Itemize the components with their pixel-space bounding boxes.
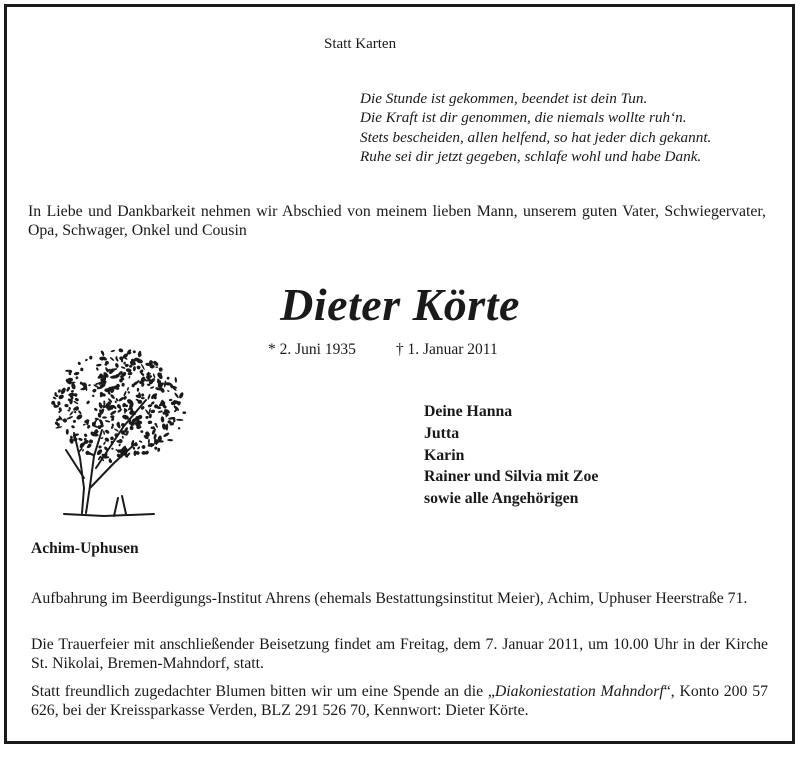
tree-illustration — [44, 338, 189, 518]
leaf-mark — [126, 387, 129, 391]
leaf-mark — [89, 356, 92, 360]
leaf-mark — [83, 433, 88, 438]
leaf-mark — [96, 363, 102, 366]
leaf-mark — [52, 396, 56, 400]
leaf-mark — [154, 446, 157, 450]
leaf-mark — [152, 373, 155, 378]
death-date: † 1. Januar 2011 — [395, 341, 498, 358]
leaf-mark — [78, 437, 83, 441]
leaf-mark — [141, 397, 145, 399]
donation-text-after: “, Konto 200 57 626, bei der Kreissparkasse Verden, BLZ 291 526 70, Kennwort: Dieter Körte. — [31, 683, 768, 719]
leaf-mark — [148, 420, 153, 424]
leaf-mark — [76, 413, 84, 420]
leaf-mark — [60, 387, 67, 395]
leaf-mark — [88, 384, 91, 387]
leaf-mark — [178, 392, 184, 400]
leaf-mark — [118, 438, 124, 444]
poem-line: Stets bescheiden, allen helfend, so hat jeder dich gekannt. — [360, 128, 712, 146]
leaf-mark — [102, 416, 107, 418]
leaf-mark — [71, 425, 76, 429]
leaf-mark — [104, 388, 111, 392]
mourner-name: sowie alle Angehörigen — [424, 490, 579, 508]
poem-line: Die Stunde ist gekommen, beendet ist dein Tun. — [360, 90, 648, 107]
poem — [360, 89, 711, 166]
leaf-mark — [66, 429, 69, 435]
leaf-mark — [85, 358, 89, 361]
mourner-name: Karin — [424, 446, 465, 464]
leaf-mark — [167, 390, 170, 392]
leaf-mark — [99, 409, 101, 412]
leaf-mark — [150, 409, 155, 413]
birth-date: * 2. Juni 1935 — [268, 341, 356, 358]
leaf-mark — [74, 411, 76, 413]
leaf-mark — [122, 436, 124, 439]
leaf-mark — [66, 386, 71, 392]
leaf-mark — [123, 391, 127, 397]
statt-karten-heading: Statt Karten — [324, 36, 397, 52]
viewing-paragraph: Aufbahrung im Beerdigungs-Institut Ahrens (ehemals Bestattungsinstitut Meier), Achim, Uphuser Heerstraße 71. — [31, 590, 748, 607]
leaf-mark — [128, 376, 130, 379]
leaf-mark — [116, 422, 122, 429]
donation-organization: Diakoniestation Mahndorf — [494, 683, 664, 700]
leaf-mark — [129, 426, 133, 431]
leaf-mark — [110, 436, 114, 440]
leaf-mark — [92, 388, 97, 393]
leaf-mark — [114, 362, 119, 368]
leaf-mark — [174, 392, 180, 399]
leaf-mark — [78, 410, 82, 415]
leaf-mark — [123, 408, 128, 413]
leaf-mark — [169, 399, 173, 402]
leaf-mark — [128, 372, 133, 376]
intro-text: In Liebe und Dankbarkeit nehmen wir Abschied von meinem lieben Mann, unserem guten Vater, Schwiegervater, Opa, Schwager, Onkel und Cousin — [28, 203, 766, 239]
leaf-mark — [86, 400, 91, 405]
leaf-mark — [68, 393, 75, 397]
poem-line: Die Kraft ist dir genommen, die niemals wollte ruh‘n. — [360, 109, 687, 127]
leaf-mark — [58, 394, 65, 401]
leaf-mark — [64, 404, 69, 408]
leaf-mark — [121, 366, 126, 369]
leaf-mark — [158, 410, 163, 413]
leaf-mark — [141, 393, 145, 397]
leaf-mark — [57, 401, 61, 405]
mourner-name: Deine Hanna — [424, 403, 513, 420]
leaf-mark — [103, 430, 105, 435]
leaf-mark — [69, 411, 74, 416]
leaf-mark — [68, 407, 71, 410]
leaf-mark — [103, 441, 106, 445]
leaf-mark — [155, 366, 158, 368]
leaf-mark — [92, 394, 95, 397]
leaf-mark — [166, 376, 170, 380]
leaf-mark — [150, 386, 155, 389]
leaf-mark — [108, 458, 113, 463]
leaf-mark — [100, 437, 103, 439]
leaf-mark — [118, 443, 121, 446]
leaf-mark — [94, 407, 98, 411]
leaf-mark — [145, 416, 148, 419]
leaf-mark — [136, 365, 141, 370]
life-dates — [268, 341, 498, 359]
leaf-mark — [75, 376, 79, 380]
leaf-mark — [104, 429, 110, 435]
leaf-mark — [70, 390, 74, 394]
donation-paragraph — [31, 683, 768, 721]
leaf-mark — [159, 367, 163, 372]
leaf-mark — [137, 446, 141, 450]
leaf-mark — [141, 364, 146, 371]
leaf-mark — [89, 439, 94, 444]
leaf-mark — [98, 445, 102, 449]
leaf-mark — [148, 439, 150, 444]
leaf-mark — [109, 357, 114, 362]
leaf-mark — [66, 415, 73, 420]
leaf-mark — [133, 366, 137, 371]
leaf-mark — [96, 367, 99, 371]
leaf-mark — [118, 348, 124, 353]
donation-text-before: Statt freundlich zugedachter Blumen bitten wir um eine Spende an die „ — [31, 683, 495, 700]
leaf-mark — [177, 427, 180, 430]
leaf-mark — [167, 439, 173, 441]
poem-line: Ruhe sei dir jetzt gegeben, schlafe wohl und habe Dank. — [360, 147, 702, 165]
service-paragraph: Die Trauerfeier mit anschließender Beisetzung findet am Freitag, dem 7. Januar 2011, um 10.00 Uhr in der Kirche St. Nikolai, Bremen-Mahndorf, statt. — [31, 636, 768, 672]
mourner-name: Rainer und Silvia mit Zoe — [424, 468, 599, 486]
leaf-mark — [98, 402, 103, 409]
leaf-mark — [114, 428, 119, 432]
leaf-mark — [182, 411, 186, 414]
leaf-mark — [140, 430, 144, 433]
leaf-mark — [58, 407, 62, 412]
leaf-mark — [141, 444, 146, 449]
leaf-mark — [65, 370, 70, 372]
leaf-mark — [69, 438, 74, 445]
tree-foliage — [50, 348, 186, 464]
place-name: Achim-Uphusen — [31, 540, 139, 557]
leaf-mark — [121, 383, 125, 387]
leaf-mark — [137, 388, 139, 392]
leaf-mark — [73, 420, 77, 423]
leaf-mark — [138, 350, 142, 357]
leaf-mark — [127, 391, 130, 394]
leaf-mark — [174, 377, 177, 383]
leaf-mark — [57, 389, 61, 393]
leaf-mark — [105, 420, 111, 423]
leaf-mark — [139, 440, 143, 443]
leaf-mark — [110, 350, 115, 353]
leaf-mark — [94, 417, 99, 420]
leaf-mark — [109, 410, 116, 416]
leaf-mark — [110, 394, 116, 400]
leaf-mark — [83, 423, 87, 426]
leaf-mark — [157, 448, 161, 452]
deceased-name: Dieter Körte — [280, 279, 520, 330]
leaf-mark — [160, 416, 164, 422]
mourner-name: Jutta — [424, 424, 460, 442]
leaf-mark — [166, 423, 169, 430]
leaf-mark — [133, 350, 137, 354]
leaf-mark — [77, 361, 81, 365]
leaf-mark — [103, 400, 105, 405]
mourners-list — [424, 401, 598, 510]
leaf-mark — [80, 368, 83, 372]
leaf-mark — [111, 447, 114, 450]
leaf-mark — [74, 371, 80, 375]
leaf-mark — [163, 432, 170, 438]
leaf-mark — [176, 419, 183, 421]
leaf-mark — [147, 394, 151, 401]
